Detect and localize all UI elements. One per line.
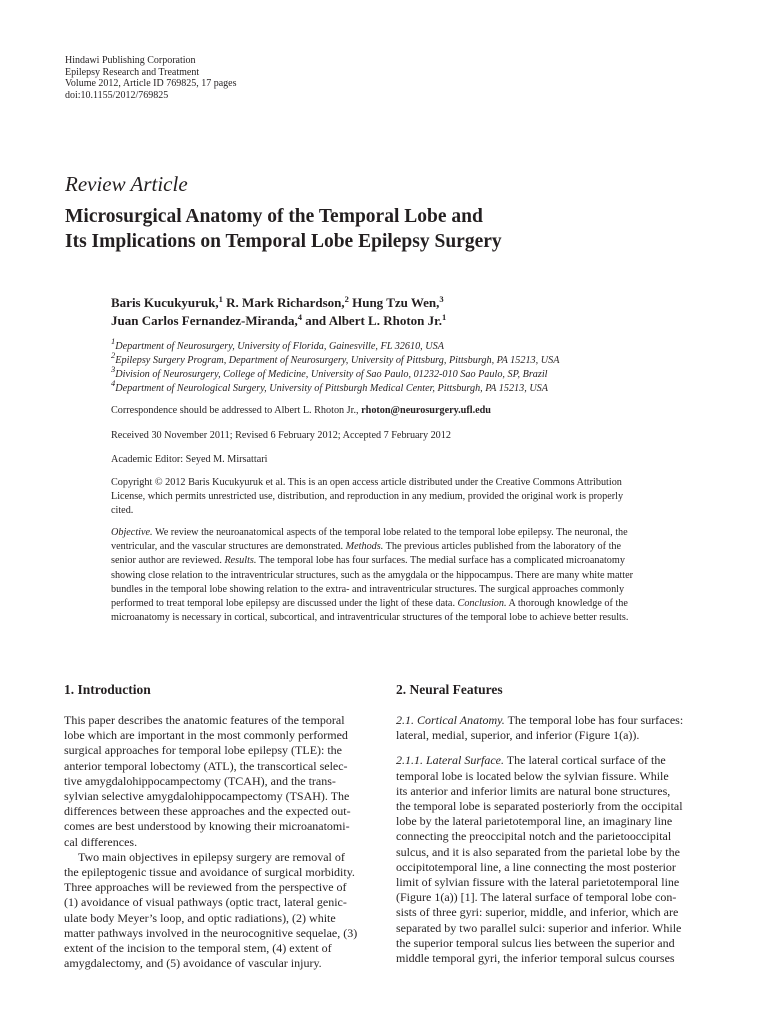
title-line: Its Implications on Temporal Lobe Epilepsy Surgery [65, 231, 502, 252]
affiliation-number: 1 [111, 336, 116, 346]
affiliation-text: Department of Neurological Surgery, University of Pittsburgh Medical Center, Pittsburgh, PA 15213, USA [115, 383, 548, 394]
author-line [111, 312, 711, 330]
author-name[interactable]: Hung Tzu Wen, [348, 295, 440, 310]
body-line: (1) avoidance of visual pathways (optic tract, lateral genic- [64, 895, 347, 910]
affiliation-number: 4 [111, 378, 116, 388]
affiliation-text: Division of Neurosurgery, College of Medicine, University of Sao Paulo, 01232-010 Sao Paulo, SP, Brazil [115, 369, 548, 380]
correspondence [111, 404, 707, 418]
author-name[interactable]: R. Mark Richardson, [222, 295, 345, 310]
body-line: lobe which are important in the most commonly performed [64, 728, 348, 743]
body-line: sylvian selective amygdalohippocampectomy (TSAH). The [64, 789, 350, 804]
copyright [111, 476, 707, 518]
paper-title [65, 204, 705, 254]
body-line: anterior temporal lobectomy (ATL), the transcortical selec- [64, 758, 348, 773]
affiliations [111, 336, 711, 396]
methods-label: Methods. [345, 541, 384, 553]
abstract-text: microanatomy is necessary in cortical, subcortical, and intraventricular structures of the temporal lobe to achieve better results. [111, 612, 629, 624]
affiliation [111, 378, 711, 396]
affiliation [111, 364, 711, 382]
body-line: limit of sylvian fissure with the lateral parietotemporal line [396, 875, 680, 890]
subsection-label: 2.1.1. Lateral Surface. [396, 753, 504, 768]
dates-text: Received 30 November 2011; Revised 6 February 2012; Accepted 7 February 2012 [111, 430, 451, 441]
affiliation-number: 2 [111, 350, 116, 360]
abstract-text: bundles in the temporal lobe showing relation to the extra- and intraventricular structures. The surgical approaches commonly [111, 583, 625, 595]
body-line: matter pathways involved in the neurocognitive sequelae, (3) [64, 925, 358, 940]
body-line: extent of the incision to the temporal stem, (4) extent of [64, 941, 332, 956]
volume-info: Volume 2012, Article ID 769825, 17 pages [65, 78, 237, 90]
author-affil-sup: 1 [218, 294, 223, 304]
body-line: the epileptogenic tissue and avoidance of surgical morbidity. [64, 865, 355, 880]
section-heading-introduction: 1. Introduction [64, 682, 151, 697]
conclusion-label: Conclusion. [457, 598, 507, 610]
author-affil-sup: 1 [441, 312, 447, 322]
body-line: cal differences. [64, 834, 138, 849]
title-line: Microsurgical Anatomy of the Temporal Lobe and [65, 206, 483, 227]
body-line: sulcus, and it is also separated from the parietal lobe by the [396, 844, 680, 859]
affiliation-text: Department of Neurosurgery, University of Florida, Gainesville, FL 32610, USA [115, 341, 444, 352]
body-line: sists of three gyri: superior, middle, and inferior, which are [396, 905, 679, 920]
body-line: comes are best understood by knowing their microanatomi- [64, 819, 350, 834]
paragraph [64, 713, 376, 850]
author-line [111, 294, 711, 312]
article-type: Review Article [65, 172, 188, 196]
subsection-label: 2.1. Cortical Anatomy. [396, 713, 505, 727]
dates [111, 429, 707, 443]
abstract-text: ventricular, and the vascular structures are demonstrated. [111, 541, 346, 553]
body-line: the superior temporal sulcus lies between the superior and [396, 935, 675, 950]
body-line: tive amygdalohippocampectomy (TCAH), and the trans- [64, 773, 336, 788]
body-line: surgical approaches for temporal lobe epilepsy (TLE): the [64, 743, 343, 758]
section-heading-neural-features: 2. Neural Features [396, 682, 503, 697]
body-line: temporal lobe is located below the sylvian fissure. While [396, 768, 669, 783]
abstract [111, 526, 707, 625]
affiliation-text: Epilepsy Surgery Program, Department of Neurosurgery, University of Pittsburg, Pittsburgh, PA 15213, USA [115, 355, 560, 366]
body-line: Two main objectives in epilepsy surgery are removal of [78, 849, 345, 864]
affiliation [111, 350, 711, 368]
body-text: The lateral cortical surface of the [504, 753, 666, 768]
publisher: Hindawi Publishing Corporation [65, 55, 196, 66]
author-affil-sup: 4 [297, 312, 302, 322]
editor-text: Academic Editor: Seyed M. Mirsattari [111, 454, 268, 465]
affiliation [111, 336, 711, 354]
copyright-line: cited. [111, 505, 134, 516]
abstract-text: We review the neuroanatomical aspects of the temporal lobe related to the temporal lobe epilepsy. The neuronal, the [152, 527, 628, 538]
paragraph [396, 753, 708, 966]
body-line: amygdalectomy, and (5) avoidance of vascular injury. [64, 956, 322, 971]
paragraph [396, 713, 708, 743]
body-line: occipitotemporal line, a line connecting the most posterior [396, 859, 676, 874]
column-left [64, 681, 376, 971]
author-affil-sup: 2 [344, 294, 349, 304]
body-line: differences between these approaches and the expected out- [64, 804, 351, 819]
abstract-text: showing close relation to the intraventricular structures, such as the amygdala or the hippocampus. There are many white matter [111, 569, 634, 581]
body-line: connecting the preoccipital notch and the parietooccipital [396, 829, 672, 844]
journal-name: Epilepsy Research and Treatment [65, 66, 200, 78]
objective-label: Objective. [111, 527, 153, 538]
author-name[interactable]: and Albert L. Rhoton Jr. [301, 313, 442, 328]
author-name[interactable]: Baris Kucukyuruk, [111, 295, 219, 310]
copyright-line: Copyright © 2012 Baris Kucukyuruk et al. This is an open access article distributed under the Creative Commons Attribution [111, 477, 622, 488]
abstract-text: The temporal lobe has four surfaces. The medial surface has a complicated microanatomy [256, 555, 625, 567]
author-name[interactable]: Juan Carlos Fernandez-Miranda, [111, 313, 298, 328]
academic-editor [111, 453, 707, 467]
body-text: The temporal lobe has four surfaces: [504, 713, 684, 727]
abstract-text: senior author are reviewed. [111, 555, 225, 567]
body-line: Three approaches will be reviewed from the perspective of [64, 880, 347, 895]
body-line: the temporal lobe is separated posteriorly from the occipital [396, 799, 683, 814]
author-list [111, 294, 711, 330]
body-line: its anterior and inferior limits are natural bone structures, [396, 783, 671, 798]
paragraph [64, 850, 376, 972]
results-label: Results. [224, 555, 257, 567]
body-line: separated by two parallel sulci: superior and inferior. While [396, 920, 682, 935]
body-line: ulate body Meyer’s loop, and optic radiations), (2) white [64, 910, 336, 925]
journal-header [65, 55, 236, 101]
abstract-text: The previous articles published from the laboratory of the [383, 541, 622, 553]
body-line: (Figure 1(a)) [1]. The lateral surface of temporal lobe con- [396, 890, 677, 905]
body-line: This paper describes the anatomic features of the temporal [64, 713, 345, 727]
author-affil-sup: 3 [439, 294, 444, 304]
body-line: lobe by the lateral parietotemporal line, an imaginary line [396, 814, 673, 829]
column-right [396, 681, 708, 966]
affiliation-number: 3 [111, 364, 116, 374]
abstract-text: A thorough knowledge of the [506, 598, 628, 610]
body-line: middle temporal gyri, the inferior temporal sulcus courses [396, 951, 675, 966]
body-text: lateral, medial, superior, and inferior (Figure 1(a)). [396, 728, 640, 743]
doi[interactable]: doi:10.1155/2012/769825 [65, 89, 169, 101]
copyright-line: License, which permits unrestricted use, distribution, and reproduction in any medium, provided the original work is properly [111, 491, 624, 502]
correspondence-email[interactable]: rhoton@neurosurgery.ufl.edu [361, 405, 491, 416]
correspondence-text: Correspondence should be addressed to Albert L. Rhoton Jr., [111, 405, 362, 416]
abstract-text: performed to treat temporal lobe epilepsy are discussed under the light of these data. [111, 598, 458, 610]
